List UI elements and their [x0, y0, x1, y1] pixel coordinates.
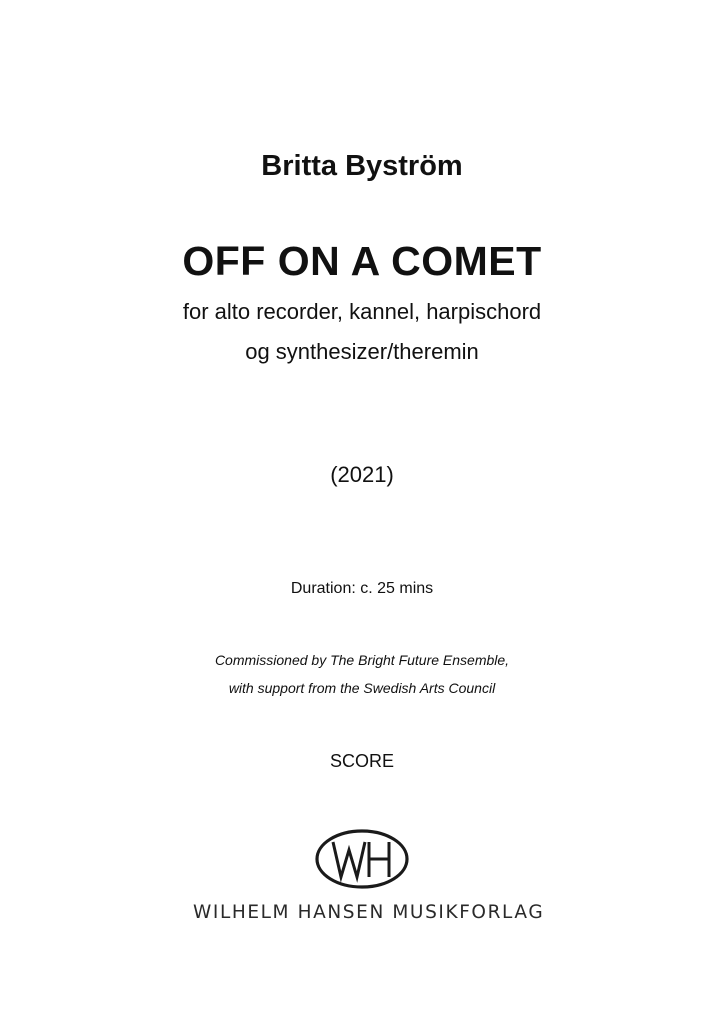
composition-year: (2021) — [330, 462, 394, 487]
composer-name: Britta Byström — [261, 150, 463, 182]
publisher-name: WILHELM HANSEN MUSIKFORLAG — [193, 902, 545, 923]
commission-line-1: Commissioned by The Bright Future Ensemble, — [214, 652, 510, 668]
instrumentation-line-2: og synthesizer/theremin — [245, 339, 479, 364]
wh-logo-icon — [314, 828, 410, 890]
work-title: OFF ON A COMET — [182, 238, 542, 284]
commission-line-2: with support from the Swedish Arts Council — [228, 680, 496, 696]
publisher-logo — [193, 828, 545, 938]
duration-text: Duration: c. 25 mins — [290, 580, 434, 597]
instrumentation-line-1: for alto recorder, kannel, harpischord — [182, 299, 542, 324]
edition-type: SCORE — [329, 751, 394, 771]
